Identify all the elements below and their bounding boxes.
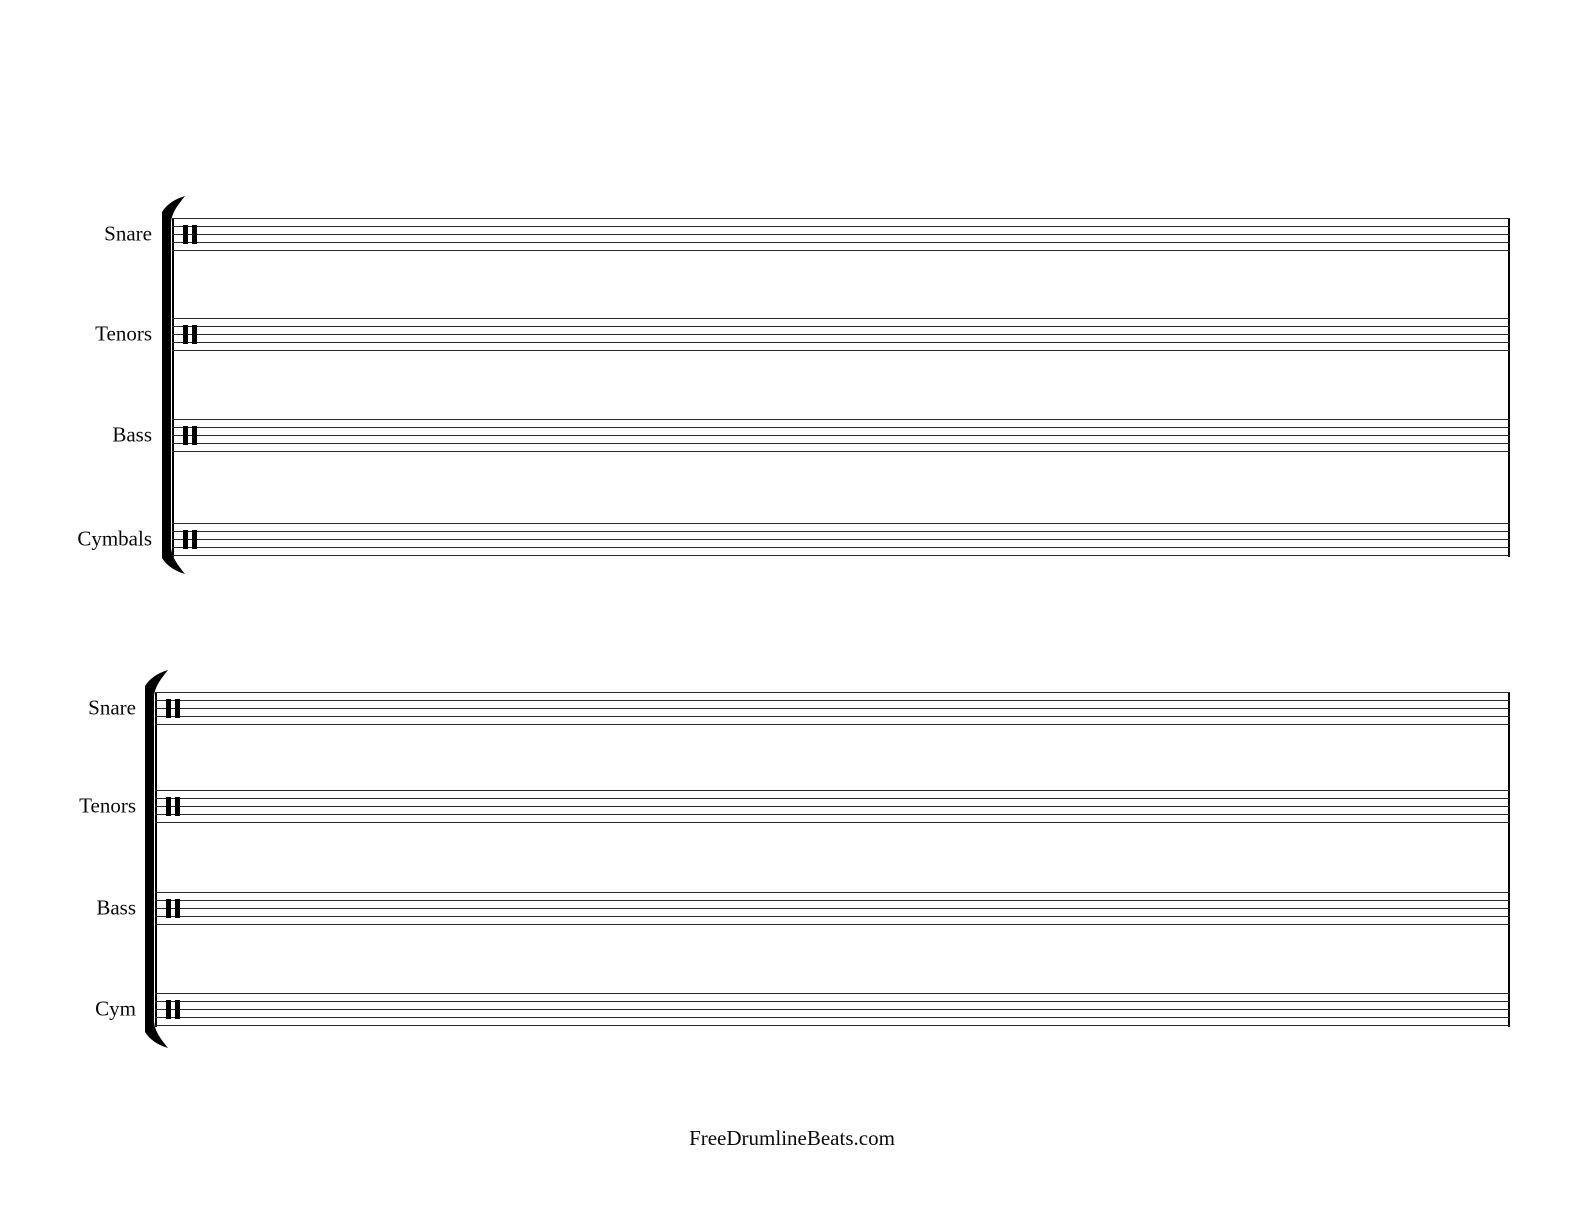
staff-system-2 [0,670,1584,1052]
staff-line [155,993,1510,994]
staff-line [172,318,1510,319]
staff-line [172,523,1510,524]
clef-bar [183,325,188,344]
staff-line [172,334,1510,335]
clef-bar [183,530,188,549]
clef-bar [192,530,197,549]
staff-line [172,350,1510,351]
clef-bar [175,899,180,918]
system-bracket-icon [145,670,169,1048]
staff-label-bass: Bass [112,422,152,447]
clef-bar [175,797,180,816]
staff-line [155,892,1510,893]
staff-cym [95,993,1510,1027]
clef-bar [166,699,171,718]
percussion-clef-icon [166,899,180,918]
system-barline-left [155,692,157,1027]
clef-bar [175,699,180,718]
system-barline-right [1508,218,1510,557]
staff-line [155,806,1510,807]
system-barline-right [1508,692,1510,1027]
percussion-clef-icon [166,699,180,718]
staff-label-cym: Cym [95,996,136,1021]
staff-line [155,1001,1510,1002]
staff-line [155,822,1510,823]
staff-line [155,1017,1510,1018]
percussion-clef-icon [183,426,197,445]
staff-line [172,531,1510,532]
staff-line [172,547,1510,548]
staff-line [155,1025,1510,1026]
clef-bar [183,225,188,244]
staff-line [172,539,1510,540]
staff-snare [104,218,1510,252]
clef-bar [192,325,197,344]
staff-line [155,798,1510,799]
footer-site-name: FreeDrumlineBeats.com [689,1126,895,1150]
staff-label-snare: Snare [104,221,152,246]
percussion-clef-icon [166,797,180,816]
staff-cymbals [77,523,1510,557]
percussion-clef-icon [183,530,197,549]
staff-line [155,814,1510,815]
staff-line [172,242,1510,243]
staff-line [172,427,1510,428]
percussion-clef-icon [183,325,197,344]
staff-bass [112,419,1510,453]
staff-line [172,419,1510,420]
staff-line [172,451,1510,452]
percussion-clef-icon [166,1000,180,1019]
staff-line [155,908,1510,909]
staff-line [172,234,1510,235]
staff-line [155,790,1510,791]
staff-label-bass: Bass [96,895,136,920]
staff-line [155,692,1510,693]
clef-bar [192,426,197,445]
staff-line [172,443,1510,444]
staff-label-snare: Snare [88,695,136,720]
staff-line [172,342,1510,343]
staff-line [172,250,1510,251]
staff-snare [88,692,1510,726]
percussion-clef-icon [183,225,197,244]
staff-line [155,708,1510,709]
staff-line [155,716,1510,717]
staff-bass [96,892,1510,926]
staff-line [155,900,1510,901]
clef-bar [175,1000,180,1019]
staff-system-1 [0,196,1584,578]
staff-line [172,555,1510,556]
staff-tenors [79,790,1510,824]
staff-line [155,700,1510,701]
system-barline-left [172,218,174,557]
staff-line [172,326,1510,327]
clef-bar [166,797,171,816]
staff-line [172,218,1510,219]
staff-label-tenors: Tenors [79,793,136,818]
staff-line [155,724,1510,725]
staff-line [172,435,1510,436]
staff-label-tenors: Tenors [95,321,152,346]
staff-line [155,916,1510,917]
staff-label-cymbals: Cymbals [77,526,152,551]
system-bracket-icon [162,196,186,574]
staff-line [172,226,1510,227]
staff-line [155,924,1510,925]
staff-line [155,1009,1510,1010]
clef-bar [166,1000,171,1019]
clef-bar [166,899,171,918]
staff-tenors [95,318,1510,352]
clef-bar [192,225,197,244]
clef-bar [183,426,188,445]
